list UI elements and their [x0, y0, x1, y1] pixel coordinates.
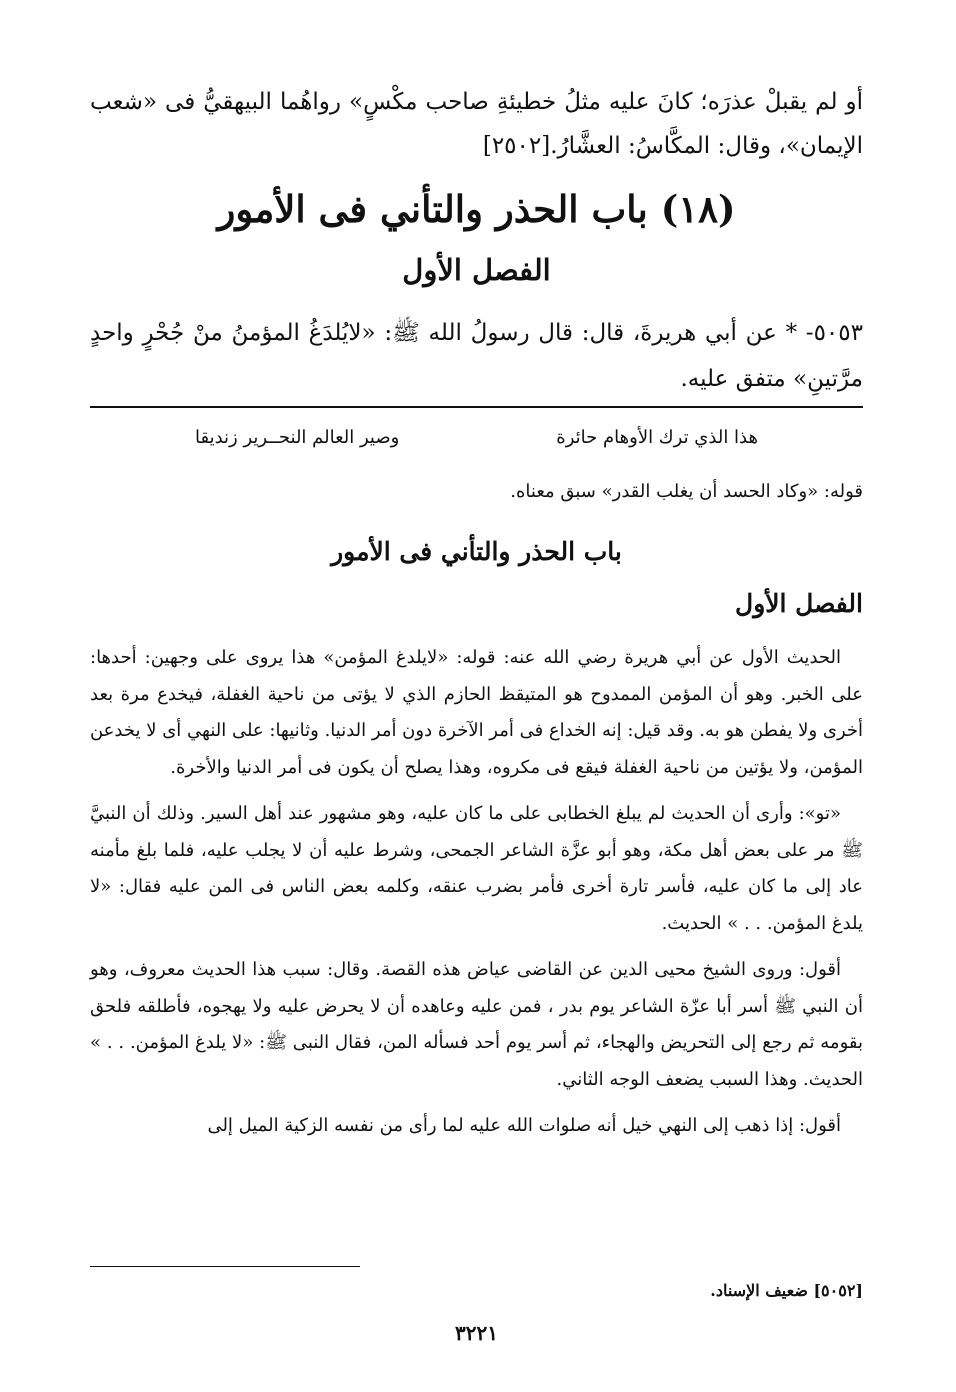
verse-second-hemistich: وصير العالم النحــرير زنديقا — [195, 427, 400, 448]
book-page — [90, 0, 863, 1392]
poetry-verse — [90, 420, 863, 456]
chapter-title: (١٨) باب الحذر والتأني فى الأمور — [217, 187, 736, 231]
commentary-paragraph: أقول: إذا ذهب إلى النهي خيل أنه صلوات الله عليه لما رأى من نفسه الزكية الميل إلى — [207, 1115, 841, 1136]
section-title: الفصل الأول — [402, 253, 551, 287]
footnote: [٥٠٥٢] ضعيف الإسناد. — [710, 1281, 863, 1300]
commentary-qawl: قوله: «وكاد الحسد أن يغلب القدر» سبق معناه. — [510, 481, 863, 502]
separator-line — [90, 406, 863, 408]
commentary-chapter-title: باب الحذر والتأني فى الأمور — [331, 537, 622, 566]
footnote-separator — [90, 1266, 360, 1267]
verse-first-hemistich: هذا الذي ترك الأوهام حائرة — [556, 427, 758, 448]
hadith-continuation: أو لم يقبلْ عذرَه؛ كانَ عليه مثلُ خطيئةِ صاحب مكْسٍ» رواهُما البيهقيُّ فى «شعب الإيمان»، وقال: المكَّاسُ: العشَّارُ.[٢٥٠٢] — [90, 89, 863, 159]
commentary-section — [90, 420, 863, 1145]
page-number: ٣٢٢١ — [455, 1321, 498, 1345]
hadith-text: ٥٠٥٣- * عن أبي هريرةَ، قال: قال رسولُ الله ﷺ: «لايُلدَغُ المؤمنُ منْ جُحْرٍ واحدٍ مرَّتينِ» متفق عليه. — [90, 320, 863, 392]
commentary-section-title: الفصل الأول — [735, 589, 863, 618]
commentary-paragraph: أقول: وروى الشيخ محيى الدين عن القاضى عياض هذه القصة. وقال: سبب هذا الحديث معروف، وهو أن النبي ﷺ أسر أبا عزّة الشاعر يوم بدر ، فمن عليه وعاهده أن لا يحرض عليه ولا يهجوه، فأطلقه فلحق بقومه ثم رجع إلى التحريض والهجاء، ثم أسر يوم أحد فسأله المن، فقال النبى ﷺ: «لا يلدغ المؤمن. . . » الحديث. وهذا السبب يضعف الوجه الثاني. — [90, 959, 863, 1090]
commentary-paragraph: الحديث الأول عن أبي هريرة رضي الله عنه: قوله: «لايلدغ المؤمن» هذا يروى على وجهين: أحدها: على الخبر. وهو أن المؤمن الممدوح هو المتيقظ الحازم الذي لا يؤتى من ناحية الغفلة، فيخدع مرة بعد أخرى ولا يفطن هو به. وقد قيل: إنه الخداع فى أمر الآخرة دون أمر الدنيا. وثانيها: على النهي أى لا يخدعن المؤمن، ولا يؤتين من ناحية الغفلة فيقع فى مكروه، وهذا يصلح أن يكون فى أمر الدنيا والأخرة. — [89, 647, 863, 778]
commentary-paragraph: «تو»: وأرى أن الحديث لم يبلغ الخطابى على ما كان عليه، وهو مشهور عند أهل السير. وذلك أن النبيَّ ﷺ مر على بعض أهل مكة، وهو أبو عزَّة الشاعر الجمحى، وشرط عليه أن لا يجلب عليه، فلما بلغ مأمنه عاد إلى ما كان عليه، فأسر تارة أخرى فأمر بضرب عنقه، وكلمه بعض الناس فى المن عليه فقال: «لا يلدغ المؤمن. . . » الحديث. — [90, 803, 863, 934]
